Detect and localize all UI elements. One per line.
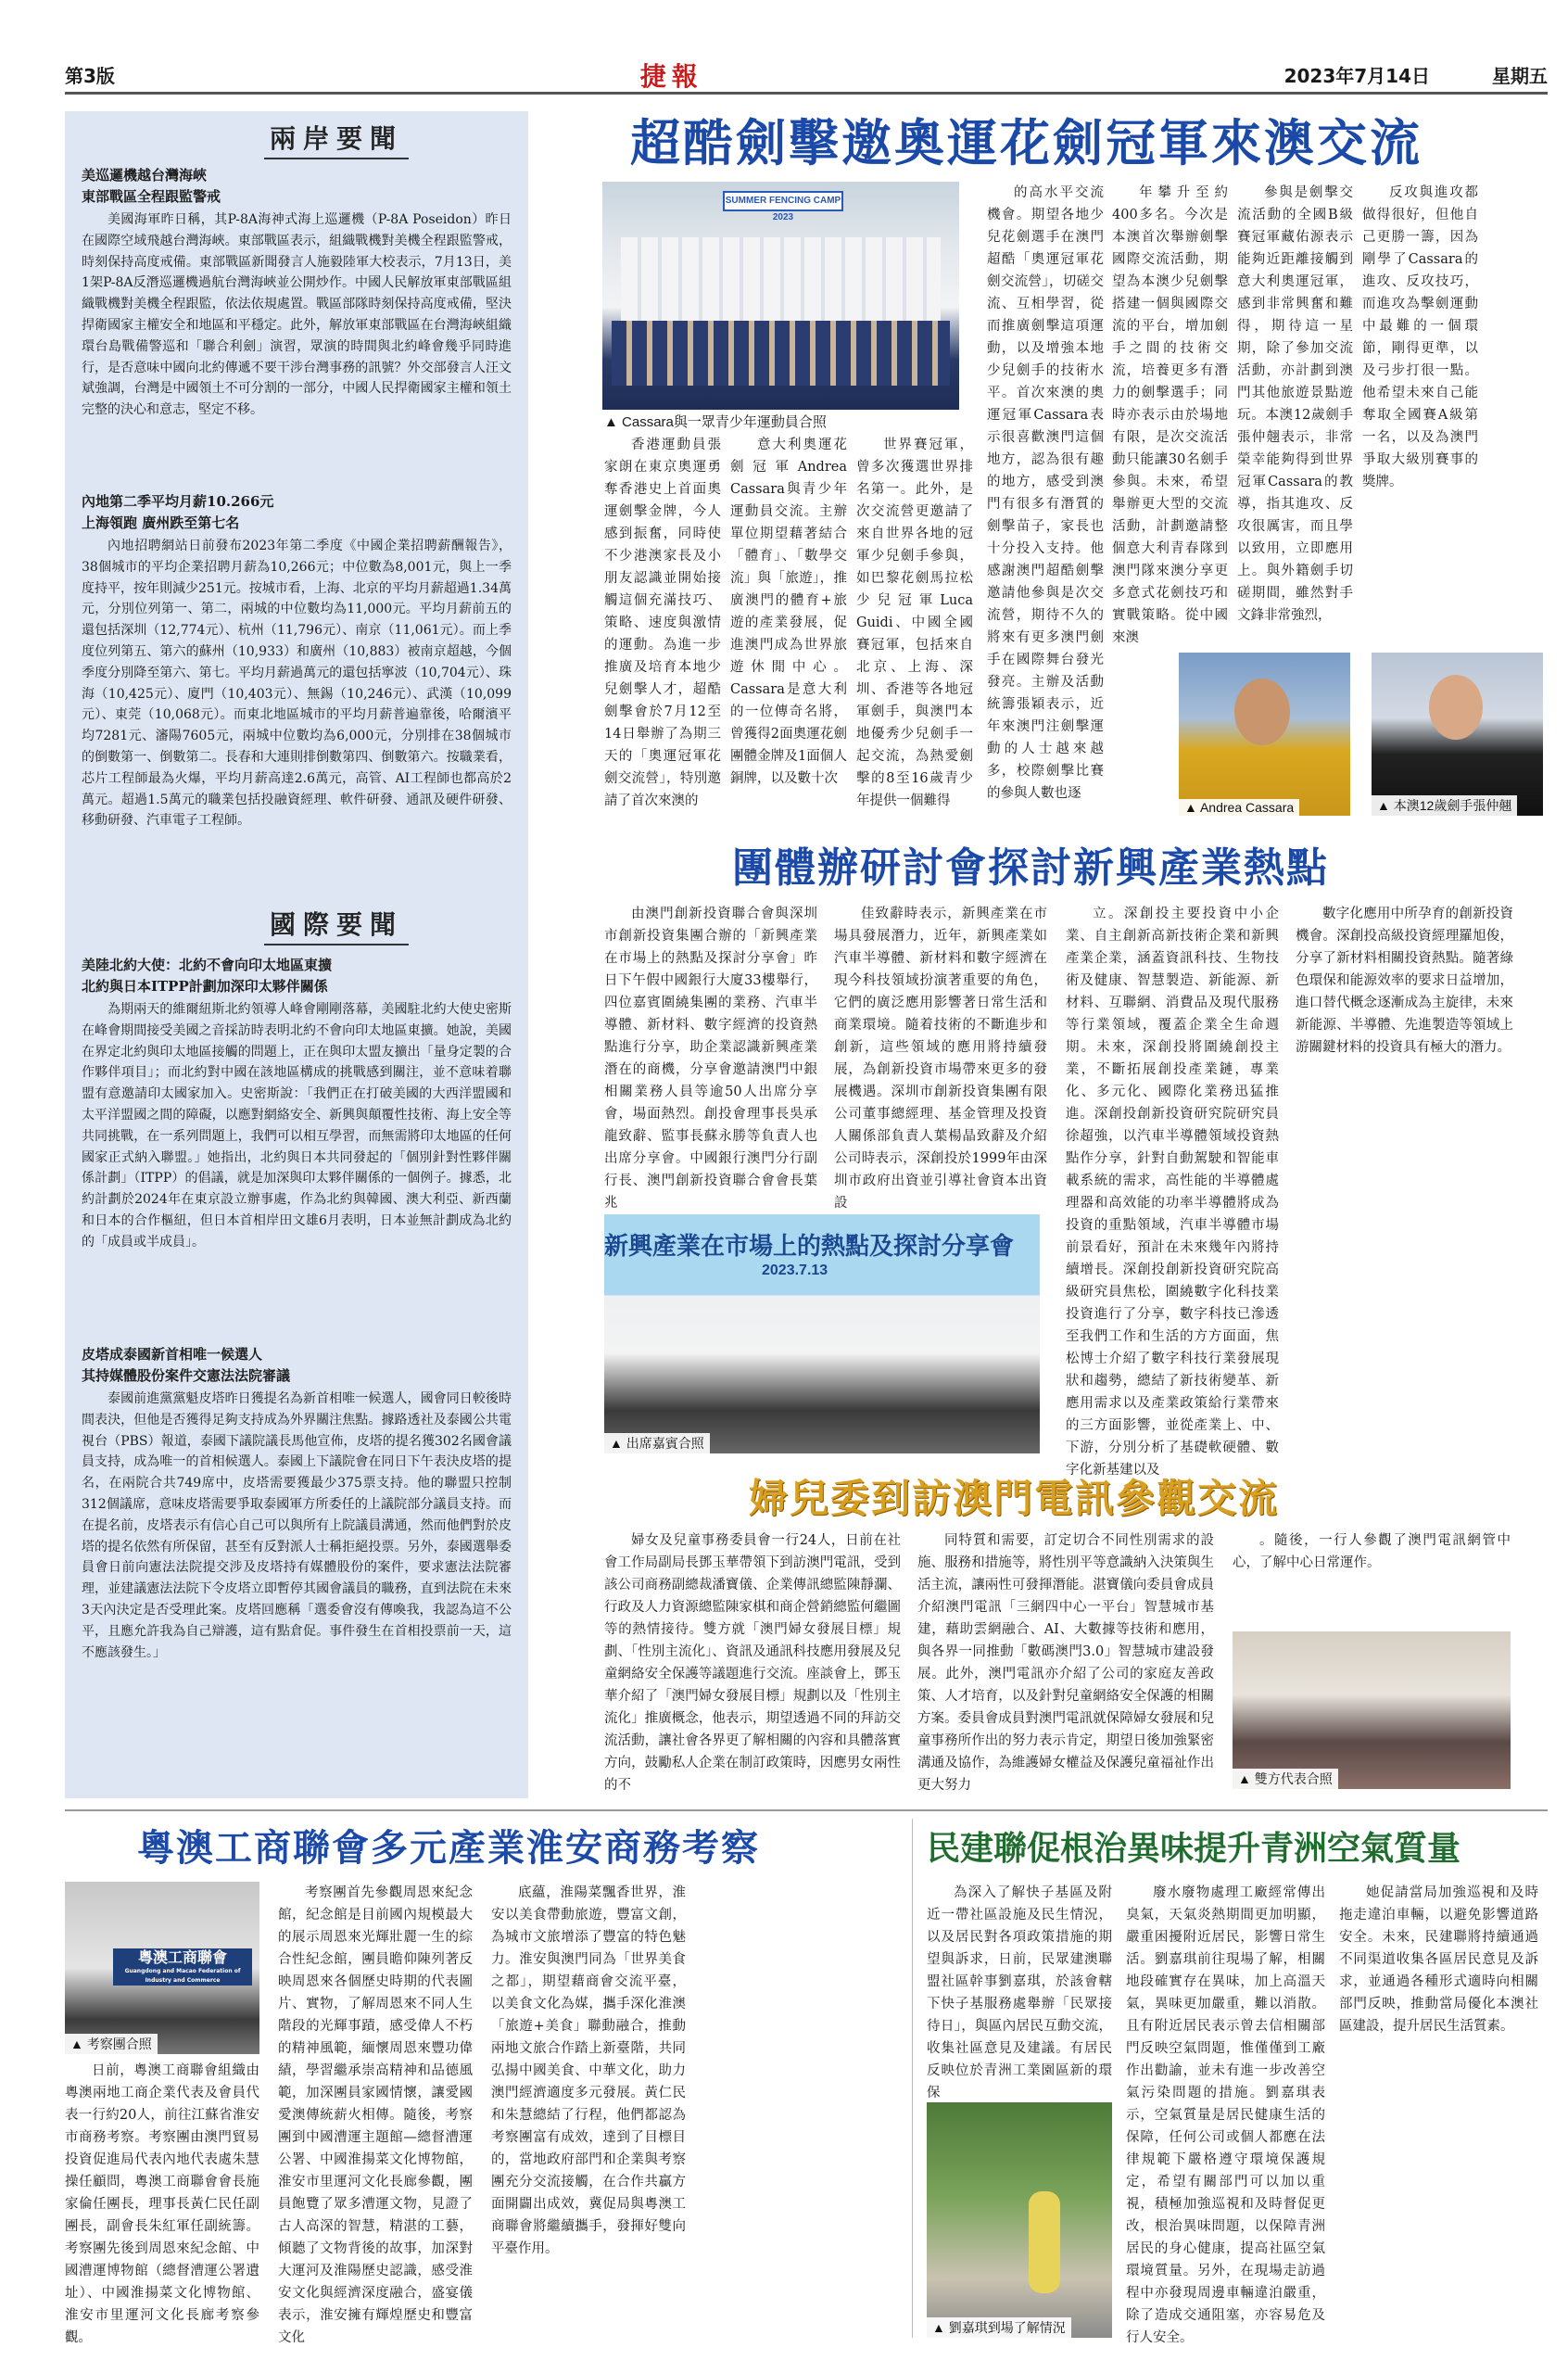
women-col-3: 。隨後，一行人參觀了澳門電訊網管中心，了解中心日常運作。 [1233,1533,1511,1570]
fencing-col-2: 意大利奧運花劍冠軍Andrea Cassara與青少年運動員交流。主辦單位期望藉著結合「體育」、「數學交流」與「旅遊」，推廣澳門的體育+旅遊的產業發展，促進澳門成為世界旅遊休閒中心。Cassara是意大利的一位傳奇名將，曾獲得2面奧運花劍團體金牌及1面個人銅牌，以及數十次 [730,438,847,786]
issue-weekday: 星期五 [1491,65,1548,87]
seminar-col-3: 立。深創投主要投資中小企業、自主創新高新技術企業和新興產業企業，涵蓋資訊科技、生物技術及健康、智慧製造、新能源、新材料、互聯網、消費品及現代服務等行業領域，覆蓋企業全生命週期。未來，深創投將圍繞創投主業，不斷拓展創投產業鏈，專業化、多元化、國際化業務迅猛推進。深創投創新投資研究院研究員徐超強，以汽車半導體領域投資熱點作分享，針對自動駕駛和智能車載系統的需求，高性能的半導體處理器和高效能的功率半導體將成為投資的重點領域，汽車半導體市場前景看好，預計在未來幾年內將持續增長。深創投創新投資研究院高級研究員焦松，圍繞數字化科技業投資進行了分享，數字科技已滲透至我們工作和生活的方方面面，焦松博士介紹了數字科技行業發展現狀和趨勢，總結了新技術變革、新應用需求以及產業政策給行業帶來的三方面影響，並從產業上、中、下游，分別分析了基礎軟硬體、數字化新基建以及 [1066,907,1279,1478]
issue-date: 2023年7月14日 [1283,65,1431,87]
seminar-col-2: 佳致辭時表示，新興產業在市場具發展潛力，近年，新興產業如汽車半導體、新材料和數字經濟在現今科技領域扮演著重要的角色，它們的廣泛應用影響著日常生活和商業環境。隨着技術的不斷進步和創新，這些領域的應用將持續發展，為創新投資市場帶來更多的發展機遇。深圳市創新投資集團有限公司董事總經理、基金管理及投資人關係部負責人葉楊晶致辭及介紹公司時表示，深創投於1999年由深圳市政府出資並引導社會資本出資設 [834,907,1047,1211]
photo-date: 2023.7.13 [762,1263,828,1278]
photo-caption: ▲ Andrea Cassara [1179,799,1299,816]
qingzhou-col-3: 她促請當局加強巡視和及時拖走違泊車輛，以避免影響道路安全。未來，民建聯將持續通過不同渠道收集各區居民意見及訴求，並通過各種形式適時向相關部門反映，推動當局優化本澳社區建設，提升居民生活質素。 [1339,1885,1538,2034]
photo-caption: ▲ 雙方代表合照 [1233,1769,1338,1789]
fencing-col-7: 反攻與進攻都做得很好，但他自己更勝一籌，因為剛學了Cassara的進攻、反攻技巧，而進攻為擊劍運動中最難的一個環節，剛得更準，以及弓步打很一點。他希望未來自己能奪取全國賽A級第一名，以及為澳門爭取大級別賽事的獎牌。 [1362,185,1478,489]
photo-banner: SUMMER FENCING CAMP 2023 [723,191,843,211]
news-body: 美國海軍昨日稱，其P-8A海神式海上巡邏機（P-8A Poseidon）昨日在國際空域飛越台灣海峽。東部戰區表示，組織戰機對美機全程跟監警戒，時刻保持高度戒備。東部戰區新聞發言人施毅陸軍大校表示，7月13日，美1架P-8A反潛巡邏機過航台灣海峽並公開炒作。中國人民解放軍東部戰區組織戰機對美機全程跟監，依法依規處置。戰區部隊時刻保持高度戒備，堅決捍衛國家主權安全和地區和平穩定。此外，解放軍東部戰區在台灣海峽組織環台島戰備警巡和「聯合利劍」演習，眾演的時間與北約峰會幾乎同時進行，是否意味中國向北約傳遞不要干涉台灣事務的訊號？外交部發言人汪文斌強調，台灣是中國領土不可分割的一部分，中國人民捍衛國家主權和領土完整的決心和意志，堅定不移。 [82,212,512,418]
page-number: 第3版 [65,65,115,87]
column-divider [912,1819,913,2338]
delegation-banner: 粵澳工商聯會 Guangdong and Macao Federation of Industry and Commerce [113,1948,252,1986]
fencing-col-6: 參與是劍擊交流活動的全國B級賽冠軍藏佑源表示能夠近距離接觸到意大利奧運冠軍，感到非常興奮和難得，期待這一星期，除了參加交流活動，亦計劃到澳門其他旅遊景點遊玩。本澳12歲劍手張仲翹表示，非常榮幸能夠得到世界冠軍Cassara的教導，指其進攻、反攻很厲害，而且學以致用，立即應用上。與外籍劍手切磋期間，雖然對手文鋒非常強烈， [1237,185,1353,623]
news-headline: 皮塔成泰國新首相唯一候選人 其持媒體股份案件交憲法法院審議 [82,1346,291,1384]
photo-caption: ▲ 出席嘉賓合照 [604,1433,710,1453]
news-body: 為期兩天的維爾紐斯北約領導人峰會剛剛落幕，美國駐北約大使史密斯在峰會期間接受美國之音採訪時表明北約不會向印太地區東擴。她說，美國在界定北約與印太地區接觸的問題上，正在與印太盟友擴出「量身定製的合作夥伴項目」；而北約對中國在該地區構成的挑戰感到關注，並不意味着聯盟有意邀請印太國家加入。史密斯說：「我們正在打破美國的大西洋盟國和太平洋盟國之間的障礙，以應對網絡安全、新興與顛覆性技術、海上安全等共同挑戰，在一系列問題上，我們可以相互學習，而無需將印太地區的任何國家正式納入聯盟。」她指出，北約與日本共同發起的「個別針對性夥伴關係計劃」（ITPP）的倡議，就是加深與印太夥伴關係的一個例子。據悉，北約計劃於2024年在東京設立辦事處，作為北約與韓國、澳大利亞、新西蘭和日本的合作樞紐，但日本首相岸田文雄6月表明，日本並無計劃成為北約的「成員或半成員」。 [82,1002,512,1250]
photo-caption: ▲ 考察團合照 [65,2034,158,2054]
kid-fencer-photo [1372,653,1543,816]
seminar-col-4: 數字化應用中所孕育的創新投資機會。深創投高級投資經理羅旭俊，分享了新材料相關投資熱點。隨著綠色環保和能源效率的要求日益增加，進口替代概念逐漸成為主旋律，未來新能源、半導體、先進製造等領域上游關鍵材料的投資具有極大的潛力。 [1296,907,1513,1055]
photo-banner: 新興產業在市場上的熱點及探討分享會 [604,1233,1015,1261]
section-divider [65,1809,1548,1811]
news-body: 泰國前進黨黨魁皮塔昨日獲提名為新首相唯一候選人，國會同日較後時間表決，但他是否獲得足夠支持成為外界關注焦點。據路透社及泰國公共電視台（PBS）報道，泰國下議院議長馬他宣佈，皮塔的提名獲302名國會議員支持，成為唯一的首相候選人。泰國上下議院會在同日下午表決皮塔的提名，在兩院合共749席中，皮塔需要獲最少375票支持。他的聯盟只控制312個議席，意味皮塔需要爭取泰國軍方所委任的上議院部分議員支持。而在提名前，皮塔表示有信心自己可以與所有上院議員溝通，然而他們對於皮塔的提名依然有所保留，甚至有反對派人士稱拒絕投票。另外，泰國選舉委員會日前向憲法法院提交涉及皮塔持有媒體股份的案件，要求憲法法院審理，並建議憲法法院下令皮塔立即暫停其國會議員的職務，直到法院在未來3天內決定是否受理此案。皮塔回應稱「選委會沒有傳喚我，我認為這不公平，且應允許我為自己辯護，這有點倉促。事件發生在首相投票前一天，這不應該發生。」 [82,1391,512,1660]
women-col-2: 同特質和需要，訂定切合不同性別需求的設施、服務和措施等，將性別平等意識納入決策與生活主流，讓兩性可發揮潛能。湛寶儀向委員會成員介紹澳門電訊「三網四中心一平台」智慧城市基建，藉助雲網融合、AI、大數據等技術和應用，與各界一同推動「數碼澳門3.0」智慧城市建設發展。此外，澳門電訊亦介紹了公司的家庭友善政策、人才培育，以及針對兒童網絡安全保護的相關方案。委員會成員對澳門電訊就保障婦女發展和兒童事務所作出的努力表示肯定，期望日後加強緊密溝通及協作，為維護婦女權益及保護兒童福祉作出更大努力 [917,1533,1214,1793]
fencing-col-1: 香港運動員張家朗在東京奧運勇奪香港史上首面奧運劍擊金牌，今人感到振奮，同時使不少港澳家長及小朋友認識並開始接觸這個充滿技巧、策略、速度與激情的運動。為進一步推廣及培育本地少兒劍擊人才，超酷劍擊會於7月12至14日舉辦了為期三天的「奧運冠軍花劍交流營」，特別邀請了首次來澳的 [604,438,721,808]
photo-caption: ▲ 劉嘉琪到場了解情況 [927,2317,1071,2338]
photo-caption: ▲ 本澳12歲劍手張仲翹 [1372,795,1517,816]
fencing-col-3: 世界賽冠軍，曾多次獲選世界排名第一。此外，是次交流營更邀請了來自世界各地的冠軍少兒劍手參與，如巴黎花劍馬拉松少兒冠軍Luca Guidi、中國全國賽冠軍，包括來自北京、上海、深圳、香港等各地冠軍劍手，與澳門本地優秀少兒劍手一起交流，為熱愛劍擊的8至16歲青少年提供一個難得 [856,438,973,808]
qingzhou-col-1: 為深入了解快子基區及附近一帶社區設施及民生情況，以及居民對各項政策措施的期望與訴求，日前，民眾建澳聯盟社區幹事劉嘉琪，於該會轄下快子基服務處舉辦「民眾接待日」，與區內居民互動交流，收集社區意見及建議。有居民反映位於青洲工業園區新的環保 [927,1885,1112,2100]
qingzhou-site-photo [927,2102,1112,2338]
seminar-group-photo [604,1214,1040,1453]
fencing-col-5: 年攀升至約400多名。今次是本澳首次舉辦劍擊國際交流活動，期望為本澳少兒劍擊搭建一個與國際交流的平台，增加劍手之間的技術交流，培養更多有潛力的劍擊選手；同時亦表示由於場地有限，是次交流活動只能讓30名劍手參與。未來，希望舉辦更大型的交流活動，計劃邀請整個意大利青春隊到澳門隊來澳分享更多意式花劍技巧和實戰策略。從中國來澳 [1112,185,1228,645]
article-headline: 民建聯促根治異味提升青洲空氣質量 [927,1829,1461,1868]
page-header [65,57,1548,95]
commerce-col-4 [702,1882,897,2338]
article-headline: 婦兒委到訪澳門電訊參觀交流 [749,1476,1280,1521]
qingzhou-col-2: 廢水廢物處理工廠經常傳出臭氣，天氣炎熱期間更加明顯，嚴重困擾附近居民，影響日常生活。劉嘉琪前往現場了解，相關地段確實存在異味，加上高溫天氣，異味更加嚴重，難以消散。且有附近居民表示曾去信相關部門反映空氣問題，惟僅僅到工廠作出勸諭，並未有進一步改善空氣污染問題的措施。劉嘉琪表示，空氣質量是居民健康生活的保障，任何公司或個人都應在法律規範下嚴格遵守環境保護規定，希望有關部門可以加以重視，積極加強巡視和及時督促更改，根治異味問題，以保障青洲居民的身心健康，提高社區空氣環境質量。另外，在現場走訪過程中亦發現周邊車輛違泊嚴重，除了造成交通阻塞，亦容易危及行人安全。 [1126,1885,1325,2345]
article-headline: 粵澳工商聯會多元產業淮安商務考察 [137,1826,760,1870]
section-title-international: 國際要聞 [264,905,409,945]
commerce-col-2: 考察團首先參觀周恩來紀念館，紀念館是目前國內規模最大的展示周恩來光輝壯麗一生的綜合性紀念館，團員瞻仰陳列著反映周恩來各個歷史時期的代表圖片、實物，了解周恩來不同人生階段的光輝事蹟，感受偉人不朽的精神風範，緬懷周恩來豐功偉績，學習繼承崇高精神和品德風範，加深團員家國情懷，讓愛國愛澳傳統薪火相傳。隨後，考察團到中國漕運主題館—總督漕運公署、中國淮揚菜文化博物館，淮安市里運河文化長廊參觀，團員飽覽了眾多漕運文物，見證了古人高深的智慧，精湛的工藝，傾聽了文物背後的故事，加深對大運河及淮陽歷史認識，感受淮安文化與經濟深度融合，盛宴儀表示，淮安擁有輝煌歷史和豐富文化 [278,1885,473,2345]
andrea-cassara-photo [1179,653,1350,816]
article-headline: 超酷劍擊邀奧運花劍冠軍來澳交流 [630,113,1423,172]
commerce-col-3: 底蘊，淮陽菜飄香世界，淮安以美食帶動旅遊，豐富文創，為城市文旅增添了豐富的特色魅力。淮安與澳門同為「世界美食之都」，期望藉商會交流平臺，以美食文化為媒，攜手深化淮澳「旅遊+美食」聯動融合，推動兩地文旅合作踏上新臺階，共同弘揚中國美食、中華文化，助力澳門經濟適度多元發展。黃仁民和朱慧總結了行程，他們都認為考察團富有成效，達到了目標目的，當地政府部門和企業與考察團充分交流接觸，在合作共贏方面開闢出成效，冀促局與粵澳工商聯會將繼續攜手，發揮好雙向平臺作用。 [491,1885,686,2256]
fencing-group-photo [602,182,959,410]
women-col-1: 婦女及兒童事務委員會一行24人，日前在社會工作局副局長鄧玉華帶領下到訪澳門電訊，受到該公司商務副總裁潘寶儀、企業傳訊總監陳靜瀾、行政及人力資源總監陳家棋和商企營銷總監何繼圖等的熱情接待。雙方就「澳門婦女發展目標」規劃、「性別主流化」、資訊及通訊科技應用發展及兒童網絡安全保護等議題進行交流。座談會上，鄧玉華介紹了「澳門婦女發展目標」規劃以及「性別主流化」推廣概念，他表示，期望透過不同的拜訪交流活動，讓社會各界更了解相關的內容和具體落實方向，鼓勵私人企業在制訂政策時，因應男女兩性的不 [604,1533,901,1793]
commerce-group-photo [65,1882,259,2054]
news-headline: 內地第二季平均月薪10.266元 上海領跑 廣州跌至第七名 [82,493,274,531]
women-group-photo [1233,1631,1511,1789]
seminar-col-1: 由澳門創新投資聯合會與深圳市創新投資集團合辦的「新興產業在市場上的熱點及探討分享會」昨日下午假中國銀行大廈33樓舉行，四位嘉賓圍繞集團的業務、汽車半導體、新材料、數字經濟的投資熱點進行分享，助企業認識新興產業潛在的商機，分享會邀請澳門中銀相關業務人員等逾50人出席分享會，場面熱烈。創投會理事長吳承龍致辭、監事長蘇永勝等負責人也出席分享會。中國銀行澳門分行副行長、澳門創新投資聯合會會長葉兆 [604,907,817,1211]
news-sidebar [65,111,528,1798]
commerce-col-1: 日前，粵澳工商聯會組織由粵澳兩地工商企業代表及會員代表一行約20人，前往江蘇省淮安市商務考察。考察團由澳門貿易投資促進局代表內地代表處朱慧操任顧問，粵澳工商聯會會長施家倫任團長，理事長黃仁民任副團長，副會長朱紅軍任副統籌。考察團先後到周恩來紀念館、中國漕運博物館（總督漕運公署遺址）、中國淮揚菜文化博物館、淮安市里運河文化長廊考察參觀。 [65,2063,259,2345]
fencing-col-4: 的高水平交流機會。期望各地少兒花劍選手在澳門超酷「奧運冠軍花劍交流營」，切磋交流、互相學習，從而推廣劍擊這項運動，以及增強本地少兒劍手的技術水平。首次來澳的奧運冠軍Cassara表示很喜歡澳門這個地方，認為很有趣的地方，感受到澳門有很多有潛質的劍擊苗子，家長也十分投入支持。他感謝澳門超酷劍擊邀請他參與是次交流營，期待不久的將來有更多澳門劍手在國際舞台發光發亮。主辦及活動統籌張穎表示，近年來澳門注劍擊運動的人士越來越多，校際劍擊比賽的參與人數也逐 [987,185,1104,801]
brand-logo: 捷報 [639,60,703,92]
news-headline: 美陸北約大使：北約不會向印太地區東擴 北約與日本ITPP計劃加深印太夥伴關係 [82,957,333,995]
photo-caption: ▲ Cassara與一眾青少年運動員合照 [604,414,827,430]
news-headline: 美巡邏機越台灣海峽 東部戰區全程跟監警戒 [82,167,221,205]
section-title-cross-strait: 兩岸要聞 [264,119,409,159]
article-headline: 團體辦研討會探討新興產業熱點 [732,844,1329,892]
news-body: 內地招聘網站日前發布2023年第二季度《中國企業招聘薪酬報告》，38個城市的平均企業招聘月薪為10,266元；中位數為8,001元，與上一季度持平，按年則減少251元。按城市看，上海、北京的平均月薪超過1.34萬元，分別位列第一、第二，兩城的中位數均為11,000元。平均月薪前五的還包括深圳（12,774元）、杭州（11,796元）、南京（11,061元）。而上季度位列第五、第六的蘇州（10,933）和廣州（10,883）被南京超越，今個季度分別降至第六、第七。平均月薪過萬元的還包括寧波（10,704元）、珠海（10,425元）、廈門（10,403元）、無錫（10,246元）、武漢（10,099元）、東莞（10,068元）。而東北地區城市的平均月薪普遍靠後，哈爾濱平均7281元、瀋陽7605元，兩城中位數均為6,000元，分別排在38個城市的倒數第一、倒數第二。長春和大連則排倒數第四、倒數第六。按職業看，芯片工程師最為火爆，平均月薪高達2.6萬元，高管、AI工程師也都高於2萬元。超過1.5萬元的職業包括投融資經理、軟件研發、通訊及硬件研發、移動研發、汽車電子工程師。 [82,539,512,829]
